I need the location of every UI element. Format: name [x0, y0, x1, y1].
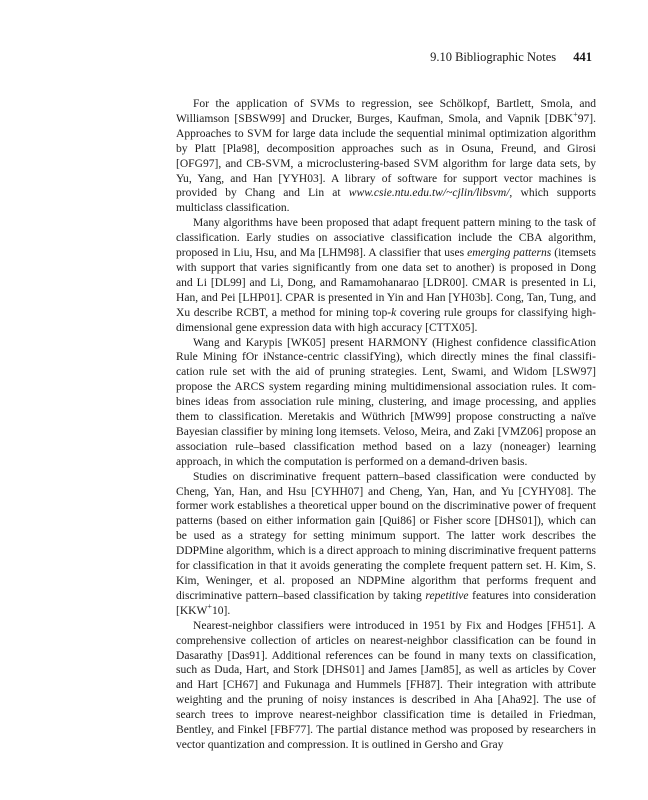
italic-run: repetitive — [425, 589, 469, 602]
text-run: , which supports multiclass classification. — [176, 187, 596, 215]
superscript-run: + — [207, 601, 212, 611]
text-run: Studies on discriminative frequent pattern–based classification were conducted by Cheng, Yan, Han, and Hsu [CYHH07] and Cheng, Yan, Han, and Yu [CYHY08]. The former work establishes a theoretical upper bound on the discriminative power of frequent patterns (based on either information gain [Qui86] or Fisher score [DHS01]), which can be used as a strategy for setting minimum support. The latter work describes the DDPMine algorithm, which is a direct approach to mining discriminative frequent patterns for classification in that it avoids generating the complete frequent pattern set. H. Kim, S. Kim, Weninger, et al. proposed an NDPMine algorithm that performs frequent and discriminative pattern–based classification by taking — [176, 470, 596, 602]
paragraph — [176, 470, 596, 619]
italic-run: emerging patterns — [467, 247, 552, 260]
section-title: 9.10 Bibliographic Notes — [430, 50, 557, 64]
text-run: Wang and Karypis [WK05] present HARMONY (Highest confidence classificAtion Rule Mining fOr iNstance-centric classifYing), which directly mines the final classification rule set with the aid of pruning strategies. Lent, Swami, and Widom [LSW97] propose the ARCS system regarding mining multidimensional association rules. It combines ideas from association rule mining, clustering, and image processing, and applies them to classification. Meretakis and Wüthrich [MW99] propose constructing a naïve Bayesian classifier by mining long itemsets. Veloso, Meira, and Zaki [VMZ06] propose an association rule–based classification method based on a lazy (noneager) learning approach, in which the computation is performed on a demand-driven basis. — [176, 336, 596, 468]
text-run: 10]. — [211, 604, 231, 617]
paragraph — [176, 216, 596, 335]
text-run: For the application of SVMs to regression, see Schölkopf, Bartlett, Smola, and Williamson [SBSW99] and Drucker, Burges, Kaufman, Smola, and Vapnik [DBK — [176, 98, 596, 125]
body-text — [176, 97, 596, 753]
text-run: 97]. Approaches to SVM for large data include the sequential minimal optimization algorithm by Platt [Pla98], decomposition approaches such as in Osuna, Freund, and Girosi [OFG97], and CB-SVM, a microclustering-based SVM algorithm for large data sets, by Yu, Yang, and Han [YYH03]. A library of software for support vector machines is provided by Chang and Lin at — [176, 112, 596, 200]
paragraph — [176, 336, 596, 470]
paragraph — [176, 97, 596, 216]
text-run: Many algorithms have been proposed that adapt frequent pattern mining to the task of classification. Early studies on associative classification include the CBA algorithm, proposed in Liu, Hsu, and Ma [LHM98]. A classifier that uses — [176, 217, 596, 260]
text-run: Nearest-neighbor classifiers were introduced in 1951 by Fix and Hodges [FH51]. A comprehensive collection of articles on nearest-neighbor classification can be found in Dasarathy [Das91]. Additional references can be found in many texts on classification, such as Duda, Hart, and Stork [DHS01] and James [Jam85], as well as articles by Cover and Hart [CH67] and Fukunaga and Hummels [FH87]. Their integration with attribute weighting and the pruning of noisy instances is described in Aha [Aha92]. The use of search trees to improve nearest-neighbor classification time is detailed in Friedman, Bentley, and Finkel [FBF77]. The partial distance method was proposed by researchers in vector quantization and compression. It is outlined in Gersho and Gray — [176, 619, 596, 751]
running-header — [430, 49, 592, 65]
text-run: covering rule groups for classifying high-dimensional gene expression data with high accuracy [CTTX05]. — [176, 306, 596, 334]
italic-run: www.csie.ntu.edu.tw/~cjlin/libsvm/ — [348, 187, 510, 200]
superscript-run: + — [573, 110, 578, 120]
text-run: (itemsets with support that varies significantly from one data set to another) is proposed in Dong and Li [DL99] and Li, Dong, and Ramamohanarao [LDR00]. CMAR is presented in Li, Han, and Pei [LHP01]. CPAR is presented in Yin and Han [YH03b]. Cong, Tan, Tung, and Xu describe RCBT, a method for mining top- — [176, 247, 596, 319]
paragraph — [176, 619, 596, 753]
italic-run: k — [391, 306, 397, 319]
page-number: 441 — [573, 50, 592, 64]
text-run: features into consideration [KKW — [176, 589, 596, 617]
